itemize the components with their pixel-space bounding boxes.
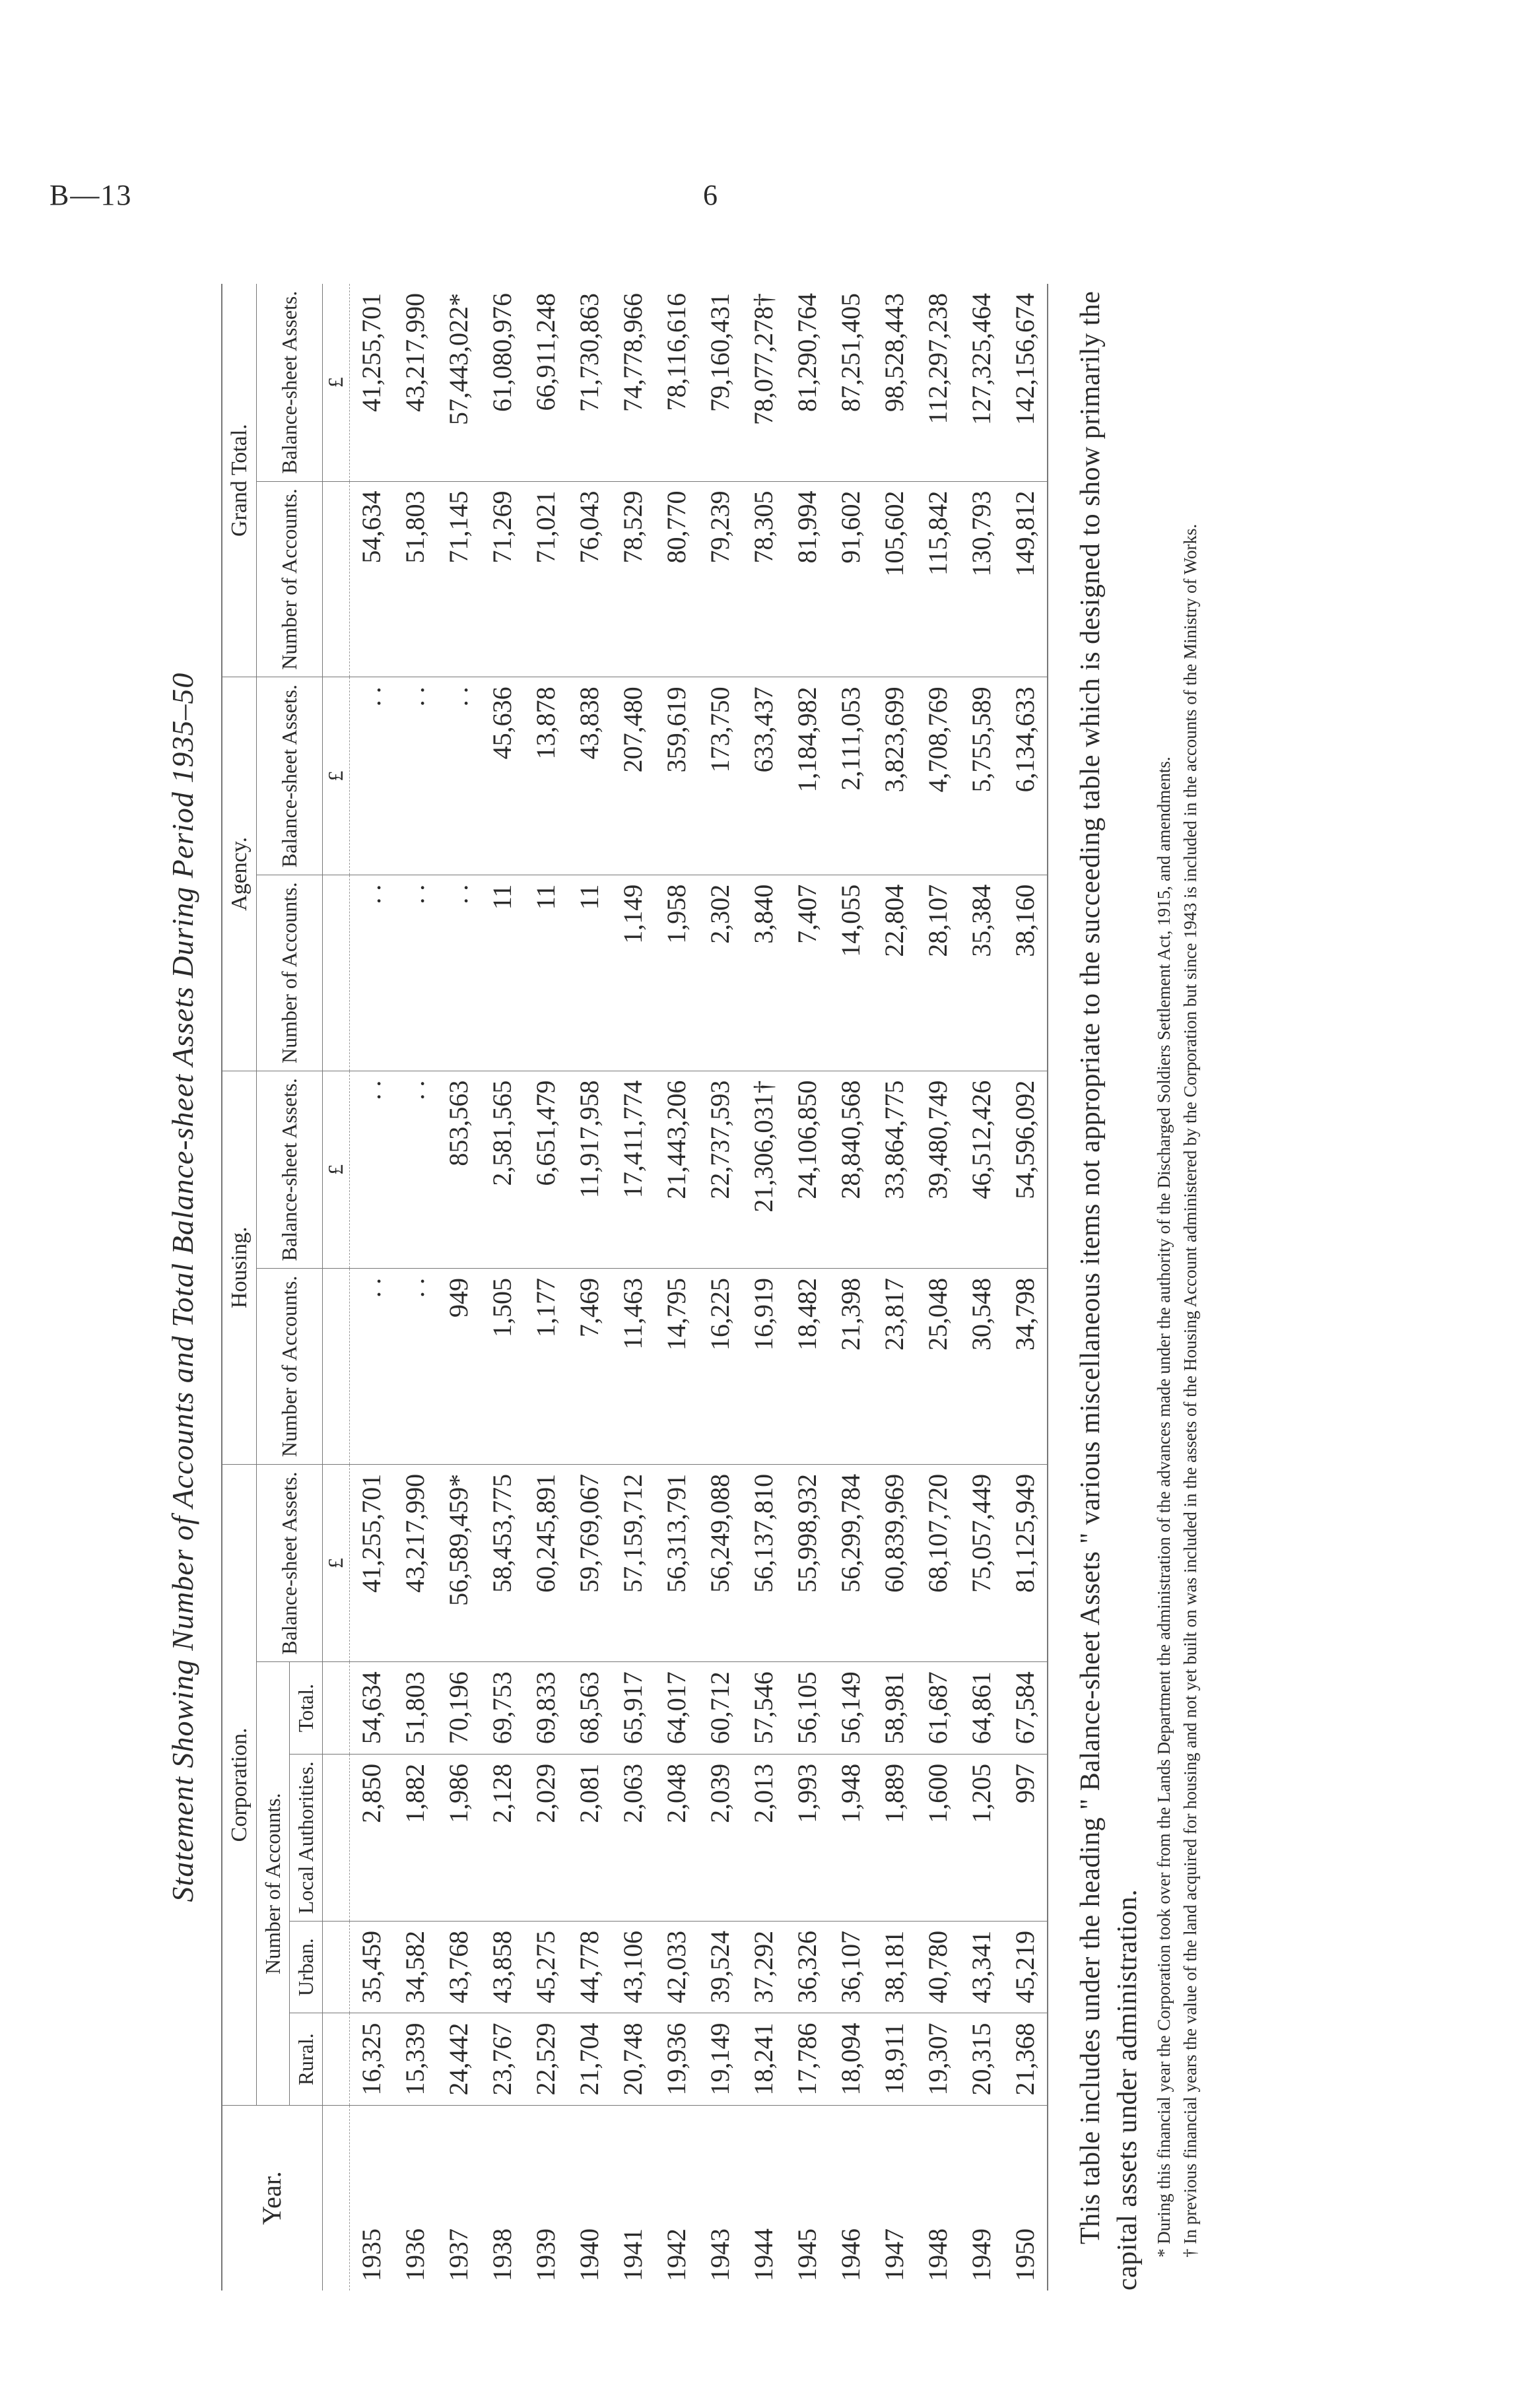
cell-h-assets: 853,563 (437, 1071, 481, 1268)
cell-total: 58,981 (873, 1662, 916, 1755)
cell-year: 1942 (655, 2106, 698, 2291)
cell-a-num: . . (437, 875, 481, 1071)
cell-g-assets: 43,217,990 (400, 293, 430, 412)
cell-local: 2,850 (349, 1754, 393, 1921)
cell-h-num: 30,548 (960, 1269, 1003, 1465)
cell-g-assets: 87,251,405 (836, 293, 866, 412)
header-housing-number: Number of Accounts. (257, 1269, 323, 1465)
cell-year: 1940 (568, 2106, 611, 2291)
cell-urban: 35,459 (349, 1921, 393, 2013)
cell-corp-assets: 55,998,932 (786, 1464, 829, 1661)
cell-rural: 21,704 (568, 2013, 611, 2106)
cell-g-assets: 66,911,248 (531, 293, 561, 411)
footnote-dagger: † In previous financial years the value of the land acquired for housing and not yet built on was included in the assets of the Housing Account administered by the Corporation but since 1943 is included in the accounts of the Ministry of Works. (1180, 523, 1200, 2258)
cell-h-num: 949 (437, 1269, 481, 1465)
cell-h-assets: 46,512,426 (960, 1071, 1003, 1268)
cell-total: 68,563 (568, 1662, 611, 1755)
cell-h-num: 1,505 (481, 1269, 524, 1465)
cell-g-assets: 142,156,674 (1003, 284, 1048, 481)
cell-rural: 21,368 (1003, 2013, 1048, 2106)
cell-local: 2,039 (698, 1754, 742, 1921)
cell-year: 1949 (960, 2106, 1003, 2291)
cell-h-assets: . . (393, 1071, 437, 1268)
cell-h-assets: 28,840,568 (829, 1071, 873, 1268)
cell-corp-assets: 59,769,067 (568, 1464, 611, 1661)
cell-corp-assets: 56,299,784 (829, 1464, 873, 1661)
cell-urban: 36,326 (786, 1921, 829, 2013)
cell-h-num: . . (393, 1269, 437, 1465)
cell-year: 1935 (349, 2106, 393, 2291)
cell-h-assets: 6,651,479 (524, 1071, 568, 1268)
cell-g-num: 115,842 (916, 481, 960, 677)
cell-rural: 19,307 (916, 2013, 960, 2106)
table-body (322, 284, 1048, 2291)
cell-g-assets: 127,325,464 (966, 293, 997, 425)
cell-year: 1939 (524, 2106, 568, 2291)
cell-g-num: 91,602 (829, 481, 873, 677)
header-rural: Rural. (289, 2013, 322, 2106)
cell-h-assets: 39,480,749 (916, 1071, 960, 1268)
cell-a-assets: 1,184,982 (786, 677, 829, 875)
header-housing: Housing. (222, 1071, 257, 1464)
cell-g-num: 71,269 (481, 481, 524, 677)
cell-a-assets: 43,838 (568, 677, 611, 875)
cell-h-num: 14,795 (655, 1269, 698, 1465)
cell-total: 69,753 (481, 1662, 524, 1755)
cell-year: 1947 (873, 2106, 916, 2291)
cell-corp-assets: 56,137,810 (742, 1464, 786, 1661)
cell-a-num: . . (393, 875, 437, 1071)
cell-a-num: 1,149 (611, 875, 655, 1071)
cell-h-assets: 17,411,774 (611, 1071, 655, 1268)
cell-g-num: 71,021 (524, 481, 568, 677)
cell-h-num: 18,482 (786, 1269, 829, 1465)
cell-h-assets: 54,596,092 (1003, 1071, 1048, 1268)
cell-h-num: 1,177 (524, 1269, 568, 1465)
footnote-star: * During this financial year the Corporation took over from the Lands Department the administration of the advances made under the authority of the Discharged Soldiers Settlement Act, 1915, and amendments. (1154, 756, 1174, 2258)
cell-a-assets: 5,755,589 (960, 677, 1003, 875)
cell-h-num: 25,048 (916, 1269, 960, 1465)
cell-g-assets: 112,297,238 (923, 293, 953, 424)
cell-h-assets: 24,106,850 (786, 1071, 829, 1268)
header-local-authorities: Local Authorities. (289, 1754, 322, 1921)
table-row (349, 284, 393, 2291)
cell-local: 1,889 (873, 1754, 916, 1921)
cell-a-assets: 633,437 (742, 677, 786, 875)
cell-g-assets: 98,528,443 (879, 293, 910, 412)
table-note: This table includes under the heading " Balance-sheet Assets " various miscellaneous items not appropriate to the succeeding table which is designed to show primarily the capital assets under administration. (1075, 290, 1143, 2291)
cell-corp-assets: 75,057,449 (960, 1464, 1003, 1661)
cell-a-num: 11 (481, 875, 524, 1071)
header-grand-total: Grand Total. (222, 284, 257, 677)
cell-a-assets: 6,134,633 (1003, 677, 1048, 875)
cell-a-assets: 45,636 (481, 677, 524, 875)
header-corporation: Corporation. (222, 1464, 257, 2105)
cell-h-assets: 11,917,958 (568, 1071, 611, 1268)
cell-urban: 44,778 (568, 1921, 611, 2013)
cell-h-num: 21,398 (829, 1269, 873, 1465)
table-row (524, 284, 568, 2291)
cell-h-num: 16,919 (742, 1269, 786, 1465)
cell-rural: 16,325 (349, 2013, 393, 2106)
cell-total: 67,584 (1003, 1662, 1048, 1755)
cell-year: 1941 (611, 2106, 655, 2291)
cell-local: 2,063 (611, 1754, 655, 1921)
cell-corp-assets: 60,245,891 (524, 1464, 568, 1661)
cell-urban: 45,275 (524, 1921, 568, 2013)
unit-pound: £ (322, 1464, 349, 1661)
cell-a-assets: . . (437, 677, 481, 875)
cell-local: 2,081 (568, 1754, 611, 1921)
cell-rural: 22,529 (524, 2013, 568, 2106)
cell-local: 1,993 (786, 1754, 829, 1921)
cell-corp-assets: 57,159,712 (611, 1464, 655, 1661)
cell-total: 64,017 (655, 1662, 698, 1755)
cell-corp-assets: 56,589,459* (437, 1464, 481, 1661)
cell-h-assets: . . (349, 1071, 393, 1268)
cell-h-assets: 21,443,206 (655, 1071, 698, 1268)
cell-g-num: 81,994 (786, 481, 829, 677)
table-row (916, 284, 960, 2291)
table-row (1003, 284, 1048, 2291)
cell-urban: 40,780 (916, 1921, 960, 2013)
cell-a-assets: 3,823,699 (873, 677, 916, 875)
cell-g-num: 80,770 (655, 481, 698, 677)
table-row (873, 284, 916, 2291)
cell-year: 1948 (916, 2106, 960, 2291)
cell-total: 69,833 (524, 1662, 568, 1755)
cell-g-assets: 71,730,863 (574, 293, 605, 412)
cell-total: 70,196 (437, 1662, 481, 1755)
table-row (393, 284, 437, 2291)
cell-urban: 43,106 (611, 1921, 655, 2013)
cell-local: 2,128 (481, 1754, 524, 1921)
cell-h-num: 16,225 (698, 1269, 742, 1465)
header-grand-number: Number of Accounts. (257, 481, 323, 677)
cell-rural: 20,315 (960, 2013, 1003, 2106)
table-row (829, 284, 873, 2291)
cell-corp-assets: 68,107,720 (916, 1464, 960, 1661)
rotated-table-block (165, 284, 1287, 2291)
cell-rural: 19,149 (698, 2013, 742, 2106)
cell-corp-assets: 56,313,791 (655, 1464, 698, 1661)
cell-a-assets: 207,480 (611, 677, 655, 875)
cell-rural: 18,911 (873, 2013, 916, 2106)
cell-urban: 43,768 (437, 1921, 481, 2013)
cell-a-assets: 13,878 (524, 677, 568, 875)
cell-a-num: 7,407 (786, 875, 829, 1071)
cell-g-num: 149,812 (1003, 481, 1048, 677)
cell-a-assets: 4,708,769 (916, 677, 960, 875)
cell-a-num: 28,107 (916, 875, 960, 1071)
header-agency: Agency. (222, 677, 257, 1071)
page-reference: B—13 (50, 179, 133, 211)
header-number-of-accounts: Number of Accounts. (257, 1662, 290, 2106)
cell-urban: 42,033 (655, 1921, 698, 2013)
header-year: Year. (222, 2106, 322, 2291)
cell-a-num: 38,160 (1003, 875, 1048, 1071)
cell-urban: 45,219 (1003, 1921, 1048, 2013)
table-row (481, 284, 524, 2291)
cell-local: 997 (1003, 1754, 1048, 1921)
cell-total: 57,546 (742, 1662, 786, 1755)
cell-corp-assets: 58,453,775 (481, 1464, 524, 1661)
cell-local: 2,048 (655, 1754, 698, 1921)
cell-g-num: 54,634 (349, 481, 393, 677)
cell-a-assets: . . (393, 677, 437, 875)
table-row (960, 284, 1003, 2291)
cell-local: 2,013 (742, 1754, 786, 1921)
cell-h-num: 11,463 (611, 1269, 655, 1465)
cell-total: 51,803 (393, 1662, 437, 1755)
cell-rural: 23,767 (481, 2013, 524, 2106)
table-row (611, 284, 655, 2291)
cell-total: 54,634 (349, 1662, 393, 1755)
cell-a-num: 11 (568, 875, 611, 1071)
unit-pound: £ (322, 284, 349, 481)
cell-a-num: 2,302 (698, 875, 742, 1071)
cell-corp-assets: 56,249,088 (698, 1464, 742, 1661)
cell-local: 1,986 (437, 1754, 481, 1921)
cell-g-assets: 74,778,966 (618, 293, 648, 412)
header-agency-assets: Balance-sheet Assets. (257, 677, 323, 875)
header-housing-assets: Balance-sheet Assets. (257, 1071, 323, 1268)
cell-corp-assets: 81,125,949 (1003, 1464, 1048, 1661)
cell-g-num: 51,803 (393, 481, 437, 677)
cell-rural: 19,936 (655, 2013, 698, 2106)
cell-h-assets: 21,306,031† (742, 1071, 786, 1268)
table-row (742, 284, 786, 2291)
cell-urban: 36,107 (829, 1921, 873, 2013)
cell-g-assets: 61,080,976 (487, 293, 518, 412)
cell-year: 1950 (1003, 2106, 1048, 2291)
cell-rural: 18,241 (742, 2013, 786, 2106)
cell-g-assets: 78,077,278† (749, 293, 779, 425)
table-row (698, 284, 742, 2291)
cell-year: 1945 (786, 2106, 829, 2291)
cell-a-assets: 173,750 (698, 677, 742, 875)
cell-h-assets: 33,864,775 (873, 1071, 916, 1268)
cell-total: 56,105 (786, 1662, 829, 1755)
table-row (437, 284, 481, 2291)
cell-corp-assets: 41,255,701 (349, 1464, 393, 1661)
cell-urban: 34,582 (393, 1921, 437, 2013)
cell-local: 1,882 (393, 1754, 437, 1921)
unit-pound: £ (322, 677, 349, 875)
cell-g-assets: 81,290,764 (792, 293, 823, 412)
table-row (786, 284, 829, 2291)
cell-year: 1946 (829, 2106, 873, 2291)
cell-year: 1943 (698, 2106, 742, 2291)
cell-corp-assets: 60,839,969 (873, 1464, 916, 1661)
cell-total: 65,917 (611, 1662, 655, 1755)
cell-a-assets: 359,619 (655, 677, 698, 875)
cell-a-num: 22,804 (873, 875, 916, 1071)
cell-year: 1944 (742, 2106, 786, 2291)
cell-g-assets: 41,255,701 (356, 293, 387, 412)
header-corp-assets: Balance-sheet Assets. (257, 1464, 323, 1661)
table-caption: Statement Showing Number of Accounts and Total Balance-sheet Assets During Period 1935–50 (166, 672, 199, 1902)
cell-urban: 37,292 (742, 1921, 786, 2013)
cell-rural: 15,339 (393, 2013, 437, 2106)
cell-g-assets: 79,160,431 (705, 293, 735, 412)
cell-h-num: . . (349, 1269, 393, 1465)
cell-urban: 38,181 (873, 1921, 916, 2013)
cell-a-num: . . (349, 875, 393, 1071)
table-row (568, 284, 611, 2291)
accounts-assets-table (221, 284, 1048, 2291)
cell-a-num: 11 (524, 875, 568, 1071)
header-grand-assets: Balance-sheet Assets. (257, 284, 323, 481)
cell-local: 1,600 (916, 1754, 960, 1921)
cell-local: 2,029 (524, 1754, 568, 1921)
cell-year: 1936 (393, 2106, 437, 2291)
cell-a-num: 3,840 (742, 875, 786, 1071)
cell-h-assets: 2,581,565 (481, 1071, 524, 1268)
cell-g-num: 79,239 (698, 481, 742, 677)
cell-g-num: 76,043 (568, 481, 611, 677)
cell-local: 1,948 (829, 1754, 873, 1921)
cell-rural: 18,094 (829, 2013, 873, 2106)
cell-total: 56,149 (829, 1662, 873, 1755)
cell-urban: 43,341 (960, 1921, 1003, 2013)
cell-a-num: 35,384 (960, 875, 1003, 1071)
cell-g-num: 105,602 (873, 481, 916, 677)
header-agency-number: Number of Accounts. (257, 875, 323, 1071)
cell-h-num: 34,798 (1003, 1269, 1048, 1465)
cell-g-num: 71,145 (437, 481, 481, 677)
cell-rural: 20,748 (611, 2013, 655, 2106)
unit-pound: £ (322, 1071, 349, 1268)
page-number: 6 (703, 179, 718, 211)
cell-rural: 17,786 (786, 2013, 829, 2106)
unit-row (322, 284, 349, 2291)
cell-g-num: 78,529 (611, 481, 655, 677)
cell-local: 1,205 (960, 1754, 1003, 1921)
header-urban: Urban. (289, 1921, 322, 2013)
cell-a-num: 14,055 (829, 875, 873, 1071)
cell-a-assets: 2,111,053 (829, 677, 873, 875)
header-total: Total. (289, 1662, 322, 1755)
table-row (655, 284, 698, 2291)
cell-total: 61,687 (916, 1662, 960, 1755)
cell-corp-assets: 43,217,990 (393, 1464, 437, 1661)
cell-g-assets: 57,443,022* (444, 293, 474, 425)
cell-h-num: 7,469 (568, 1269, 611, 1465)
cell-urban: 43,858 (481, 1921, 524, 2013)
cell-g-num: 78,305 (742, 481, 786, 677)
cell-h-num: 23,817 (873, 1269, 916, 1465)
cell-g-num: 130,793 (960, 481, 1003, 677)
cell-total: 64,861 (960, 1662, 1003, 1755)
cell-year: 1938 (481, 2106, 524, 2291)
cell-a-num: 1,958 (655, 875, 698, 1071)
cell-g-assets: 78,116,616 (661, 293, 692, 411)
cell-a-assets: . . (349, 677, 393, 875)
cell-h-assets: 22,737,593 (698, 1071, 742, 1268)
cell-urban: 39,524 (698, 1921, 742, 2013)
cell-year: 1937 (437, 2106, 481, 2291)
cell-rural: 24,442 (437, 2013, 481, 2106)
cell-total: 60,712 (698, 1662, 742, 1755)
